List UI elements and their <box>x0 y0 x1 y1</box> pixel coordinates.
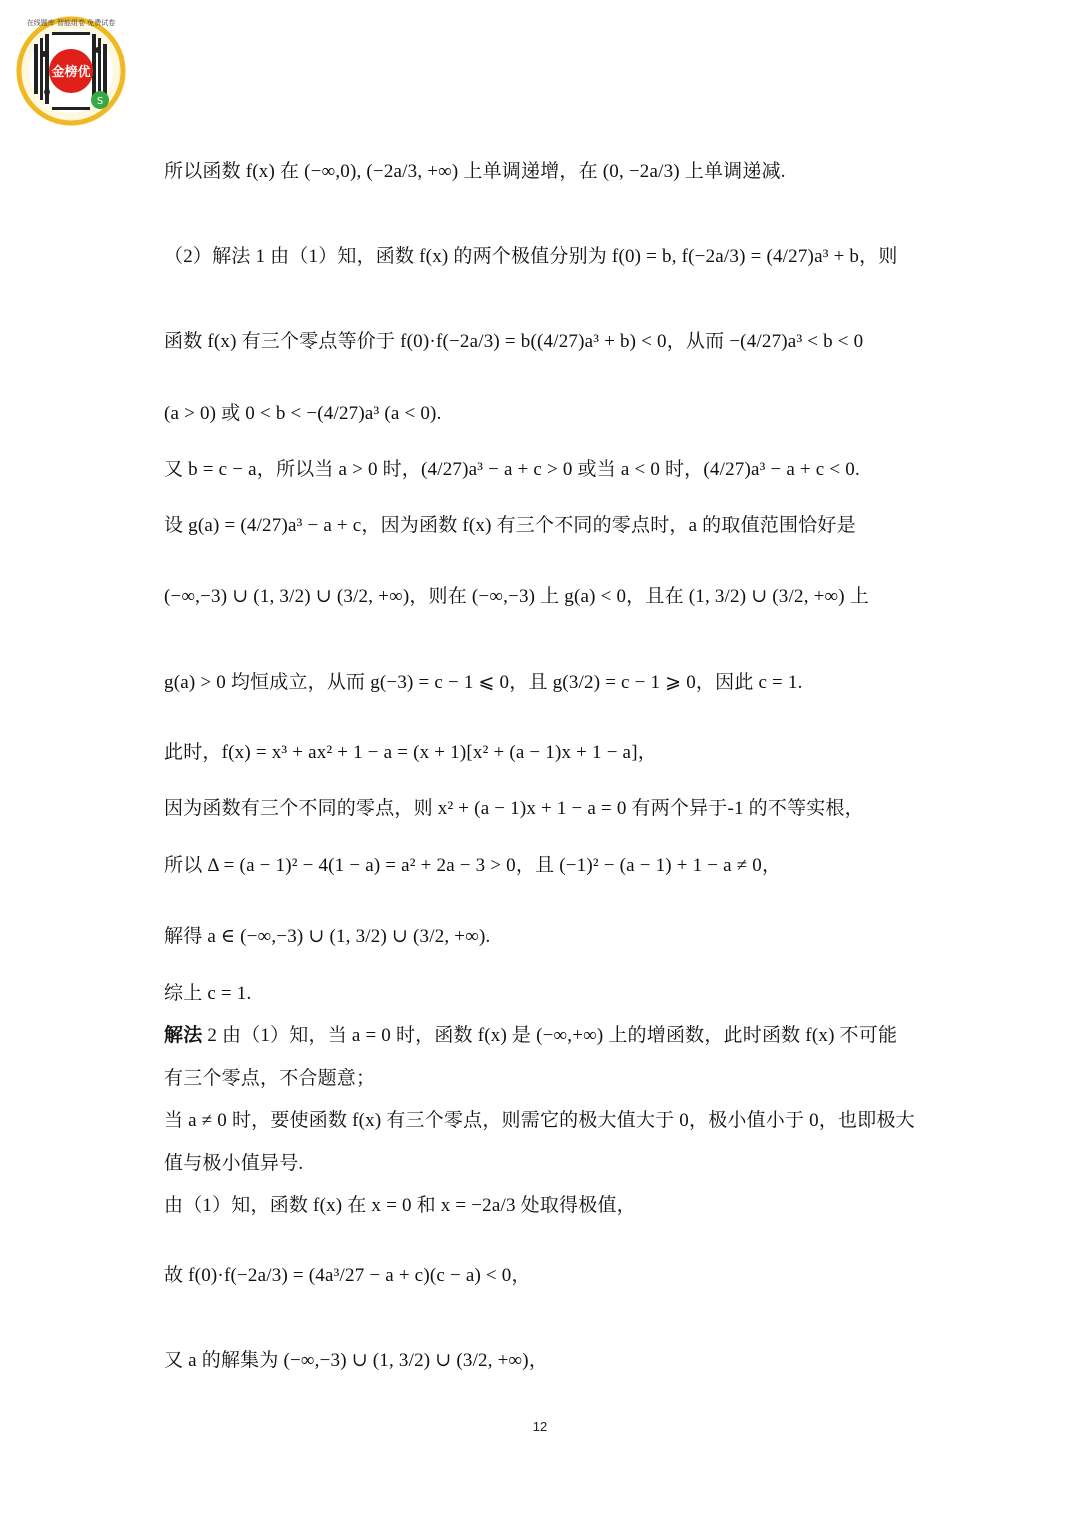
text-line: 设 g(a) = (4/27)a³ − a + c，因为函数 f(x) 有三个不同的零点时，a 的取值范围恰好是 <box>164 515 856 536</box>
method-label: 解法 <box>164 1025 203 1046</box>
text-line: 因为函数有三个不同的零点，则 x² + (a − 1)x + 1 − a = 0 有两个异于-1 的不等实根， <box>164 798 864 819</box>
svg-text:S: S <box>96 96 104 107</box>
text-line: 所以函数 f(x) 在 (−∞,0), (−2a/3, +∞) 上单调递增，在 (0, −2a/3) 上单调递减. <box>164 161 786 182</box>
text-line: 综上 c = 1. <box>164 983 252 1004</box>
text-line-content: 2 由（1）知，当 a = 0 时，函数 f(x) 是 (−∞,+∞) 上的增函数，此时函数 f(x) 不可能 <box>202 1025 898 1046</box>
text-line: 值与极小值异号. <box>164 1153 304 1174</box>
logo-ring-text: 在线题库 智能组卷 免费试卷 <box>26 19 116 27</box>
text-line: 当 a ≠ 0 时，要使函数 f(x) 有三个零点，则需它的极大值大于 0，极小值小于 0，也即极大 <box>164 1110 915 1131</box>
text-line: 解得 a ∈ (−∞,−3) ∪ (1, 3/2) ∪ (3/2, +∞). <box>164 926 491 947</box>
text-line: (a > 0) 或 0 < b < −(4/27)a³ (a < 0). <box>164 403 442 424</box>
text-line: 函数 f(x) 有三个零点等价于 f(0)·f(−2a/3) = b((4/27)a³ + b) < 0，从而 −(4/27)a³ < b < 0 <box>164 331 864 352</box>
text-line: 故 f(0)·f(−2a/3) = (4a³/27 − a + c)(c − a) < 0， <box>164 1265 531 1286</box>
text-line: 所以 Δ = (a − 1)² − 4(1 − a) = a² + 2a − 3 > 0，且 (−1)² − (a − 1) + 1 − a ≠ 0， <box>164 855 782 876</box>
logo-text: 金榜优 <box>51 65 91 80</box>
text-line: 由（1）知，函数 f(x) 在 x = 0 和 x = −2a/3 处取得极值， <box>164 1195 636 1216</box>
text-line: （2）解法 1 由（1）知，函数 f(x) 的两个极值分别为 f(0) = b, f(−2a/3) = (4/27)a³ + b，则 <box>164 246 898 267</box>
text-line: 此时，f(x) = x³ + ax² + 1 − a = (x + 1)[x² + (a − 1)x + 1 − a]， <box>164 742 657 763</box>
text-line: (−∞,−3) ∪ (1, 3/2) ∪ (3/2, +∞)，则在 (−∞,−3) 上 g(a) < 0，且在 (1, 3/2) ∪ (3/2, +∞) 上 <box>164 586 869 607</box>
text-line: 有三个零点，不合题意； <box>164 1068 376 1089</box>
text-line: 又 b = c − a，所以当 a > 0 时，(4/27)a³ − a + c > 0 或当 a < 0 时，(4/27)a³ − a + c < 0. <box>164 459 860 480</box>
text-line <box>164 1024 924 1048</box>
page-number: 12 <box>532 1419 548 1434</box>
text-line: 又 a 的解集为 (−∞,−3) ∪ (1, 3/2) ∪ (3/2, +∞)， <box>164 1350 549 1371</box>
jinbangyou-logo <box>14 14 128 128</box>
logo-graphic <box>14 14 128 128</box>
text-line: g(a) > 0 均恒成立，从而 g(−3) = c − 1 ⩽ 0，且 g(3/2) = c − 1 ⩾ 0，因此 c = 1. <box>164 672 803 693</box>
